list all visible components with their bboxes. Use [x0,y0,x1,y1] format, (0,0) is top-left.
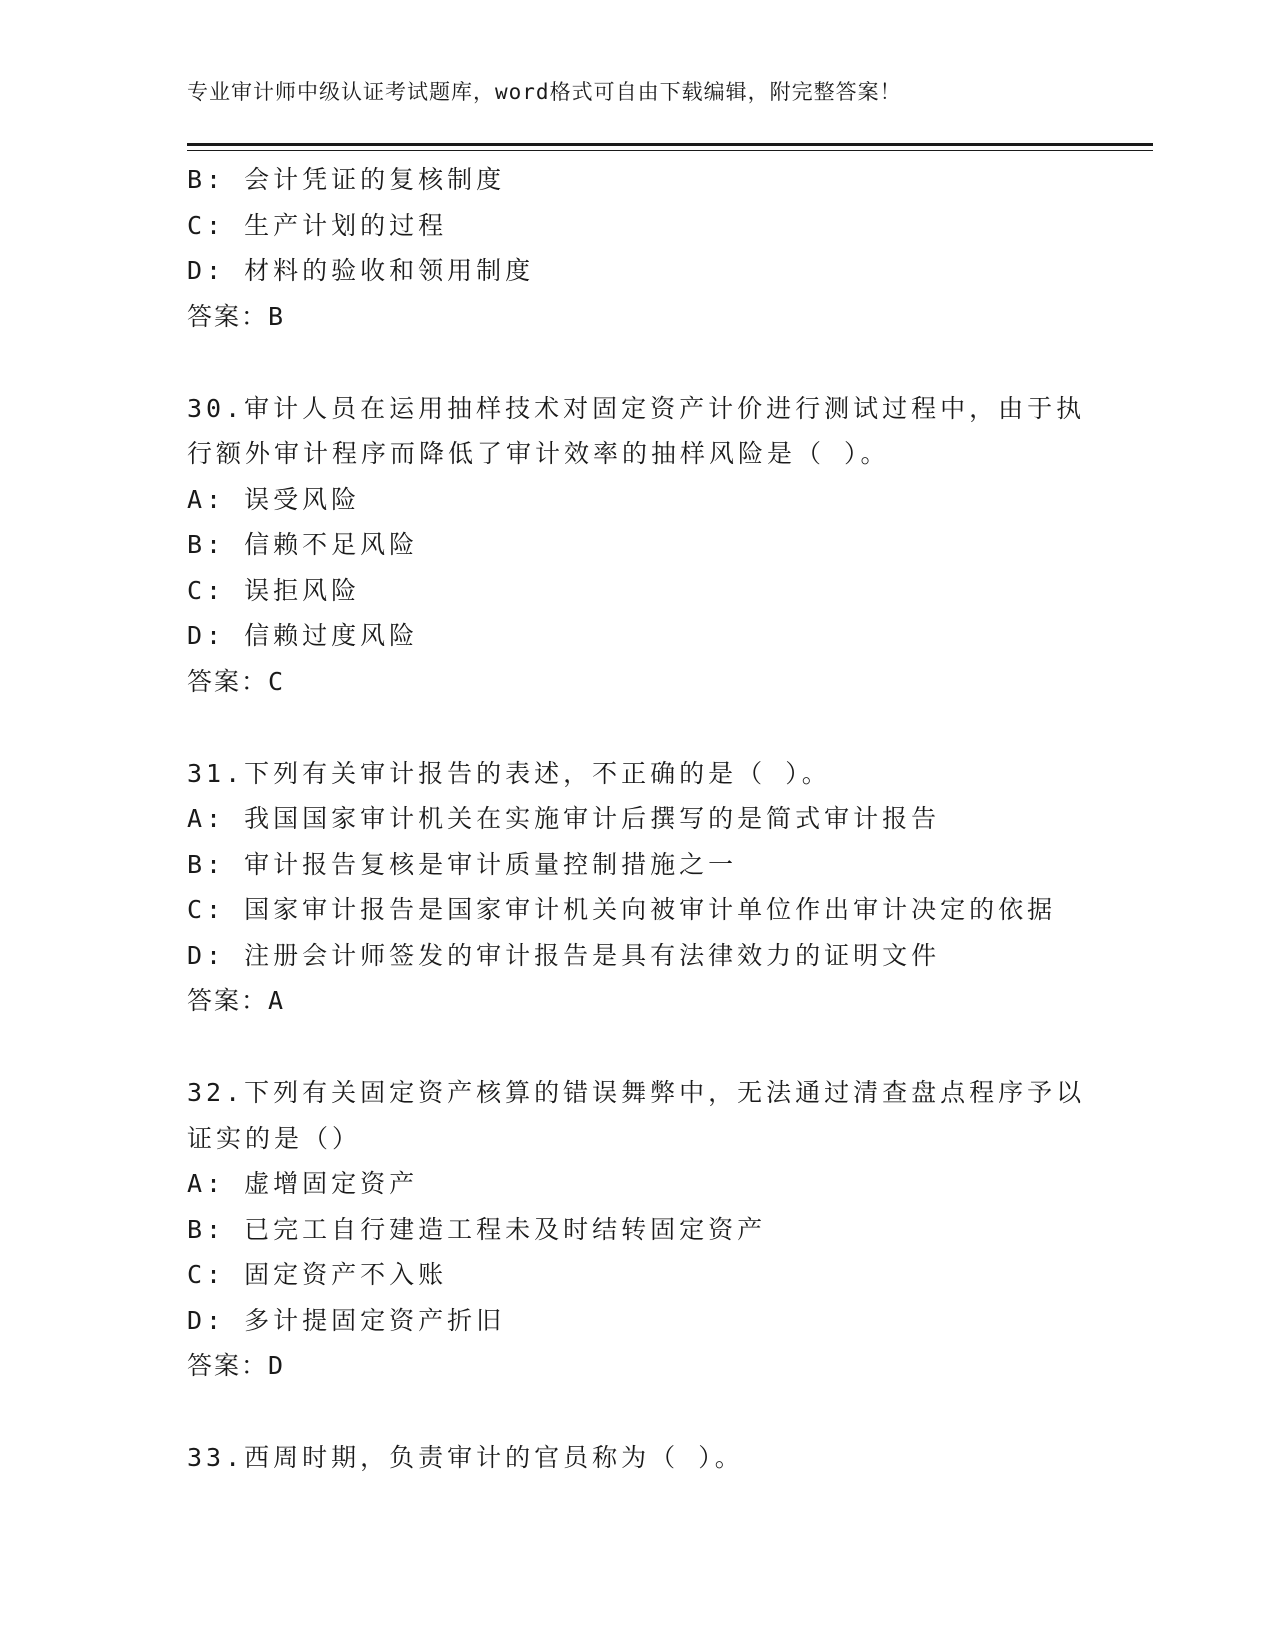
answer-line [187,978,1087,1024]
question-31 [187,751,1087,1025]
option-d [187,613,1087,659]
option-d [187,1298,1087,1344]
option-letter: C: [187,1260,226,1289]
option-d [187,248,1087,294]
option-text: 虚增固定资产 [244,1169,419,1198]
answer-line [187,294,1087,340]
option-a [187,477,1087,523]
question-stem: 32.下列有关固定资产核算的错误舞弊中，无法通过清查盘点程序予以 [187,1078,1086,1107]
answer-line [187,659,1087,705]
answer-value: A [268,986,284,1015]
option-text: 国家审计报告是国家审计机关向被审计单位作出审计决定的依据 [244,895,1057,924]
question-29-continued [187,157,1087,340]
option-text: 我国国家审计机关在实施审计后撰写的是简式审计报告 [244,804,941,833]
answer-value: C [268,666,284,696]
option-text: 审计报告复核是审计质量控制措施之一 [244,849,738,879]
page-header: 专业审计师中级认证考试题库，word格式可自由下载编辑，附完整答案！ [187,80,902,104]
option-text: 已完工自行建造工程未及时结转固定资产 [244,1214,767,1244]
option-letter: B: [187,530,226,559]
option-text: 误受风险 [244,484,361,514]
option-b [187,522,1087,568]
question-stem: 证实的是（） [187,1123,362,1153]
option-letter: B: [187,1214,226,1244]
answer-label: 答案： [187,666,269,696]
option-c [187,1252,1087,1298]
answer-label: 答案： [187,986,269,1015]
option-b [187,842,1087,888]
option-text: 多计提固定资产折旧 [244,1305,506,1335]
question-stem: 33.西周时期，负责审计的官员称为（ ）。 [187,1443,744,1472]
option-letter: A: [187,484,226,514]
answer-label: 答案： [187,301,269,331]
question-33 [187,1435,1087,1481]
option-letter: A: [187,804,226,833]
option-text: 材料的验收和领用制度 [244,256,535,285]
option-letter: D: [187,621,226,650]
option-letter: D: [187,940,226,970]
option-a [187,796,1087,842]
option-text: 注册会计师签发的审计报告是具有法律效力的证明文件 [244,940,941,970]
question-stem: 行额外审计程序而降低了审计效率的抽样风险是（ ）。 [187,439,890,468]
option-b [187,157,1087,203]
question-30 [187,386,1087,705]
option-b [187,1207,1087,1253]
header-divider [187,143,1153,151]
option-letter: D: [187,256,226,285]
option-letter: B: [187,165,226,194]
question-32 [187,1070,1087,1389]
question-stem: 31.下列有关审计报告的表述，不正确的是（ ）。 [187,758,831,788]
option-text: 会计凭证的复核制度 [244,165,506,194]
option-text: 信赖不足风险 [244,530,419,559]
option-text: 信赖过度风险 [244,621,419,650]
option-a [187,1161,1087,1207]
option-c [187,203,1087,249]
answer-label: 答案： [187,1351,269,1380]
option-letter: C: [187,210,226,240]
option-letter: C: [187,895,226,924]
option-letter: A: [187,1169,226,1198]
question-stem: 30.审计人员在运用抽样技术对固定资产计价进行测试过程中，由于执 [187,393,1086,423]
answer-line [187,1343,1087,1389]
option-c [187,568,1087,614]
option-text: 误拒风险 [244,575,361,605]
option-text: 固定资产不入账 [244,1260,448,1289]
answer-value: D [268,1351,284,1380]
option-text: 生产计划的过程 [244,210,448,240]
option-c [187,887,1087,933]
question-content [187,157,1087,1481]
option-letter: C: [187,575,226,605]
option-d [187,933,1087,979]
answer-value: B [268,301,284,331]
option-letter: B: [187,849,226,879]
option-letter: D: [187,1305,226,1335]
